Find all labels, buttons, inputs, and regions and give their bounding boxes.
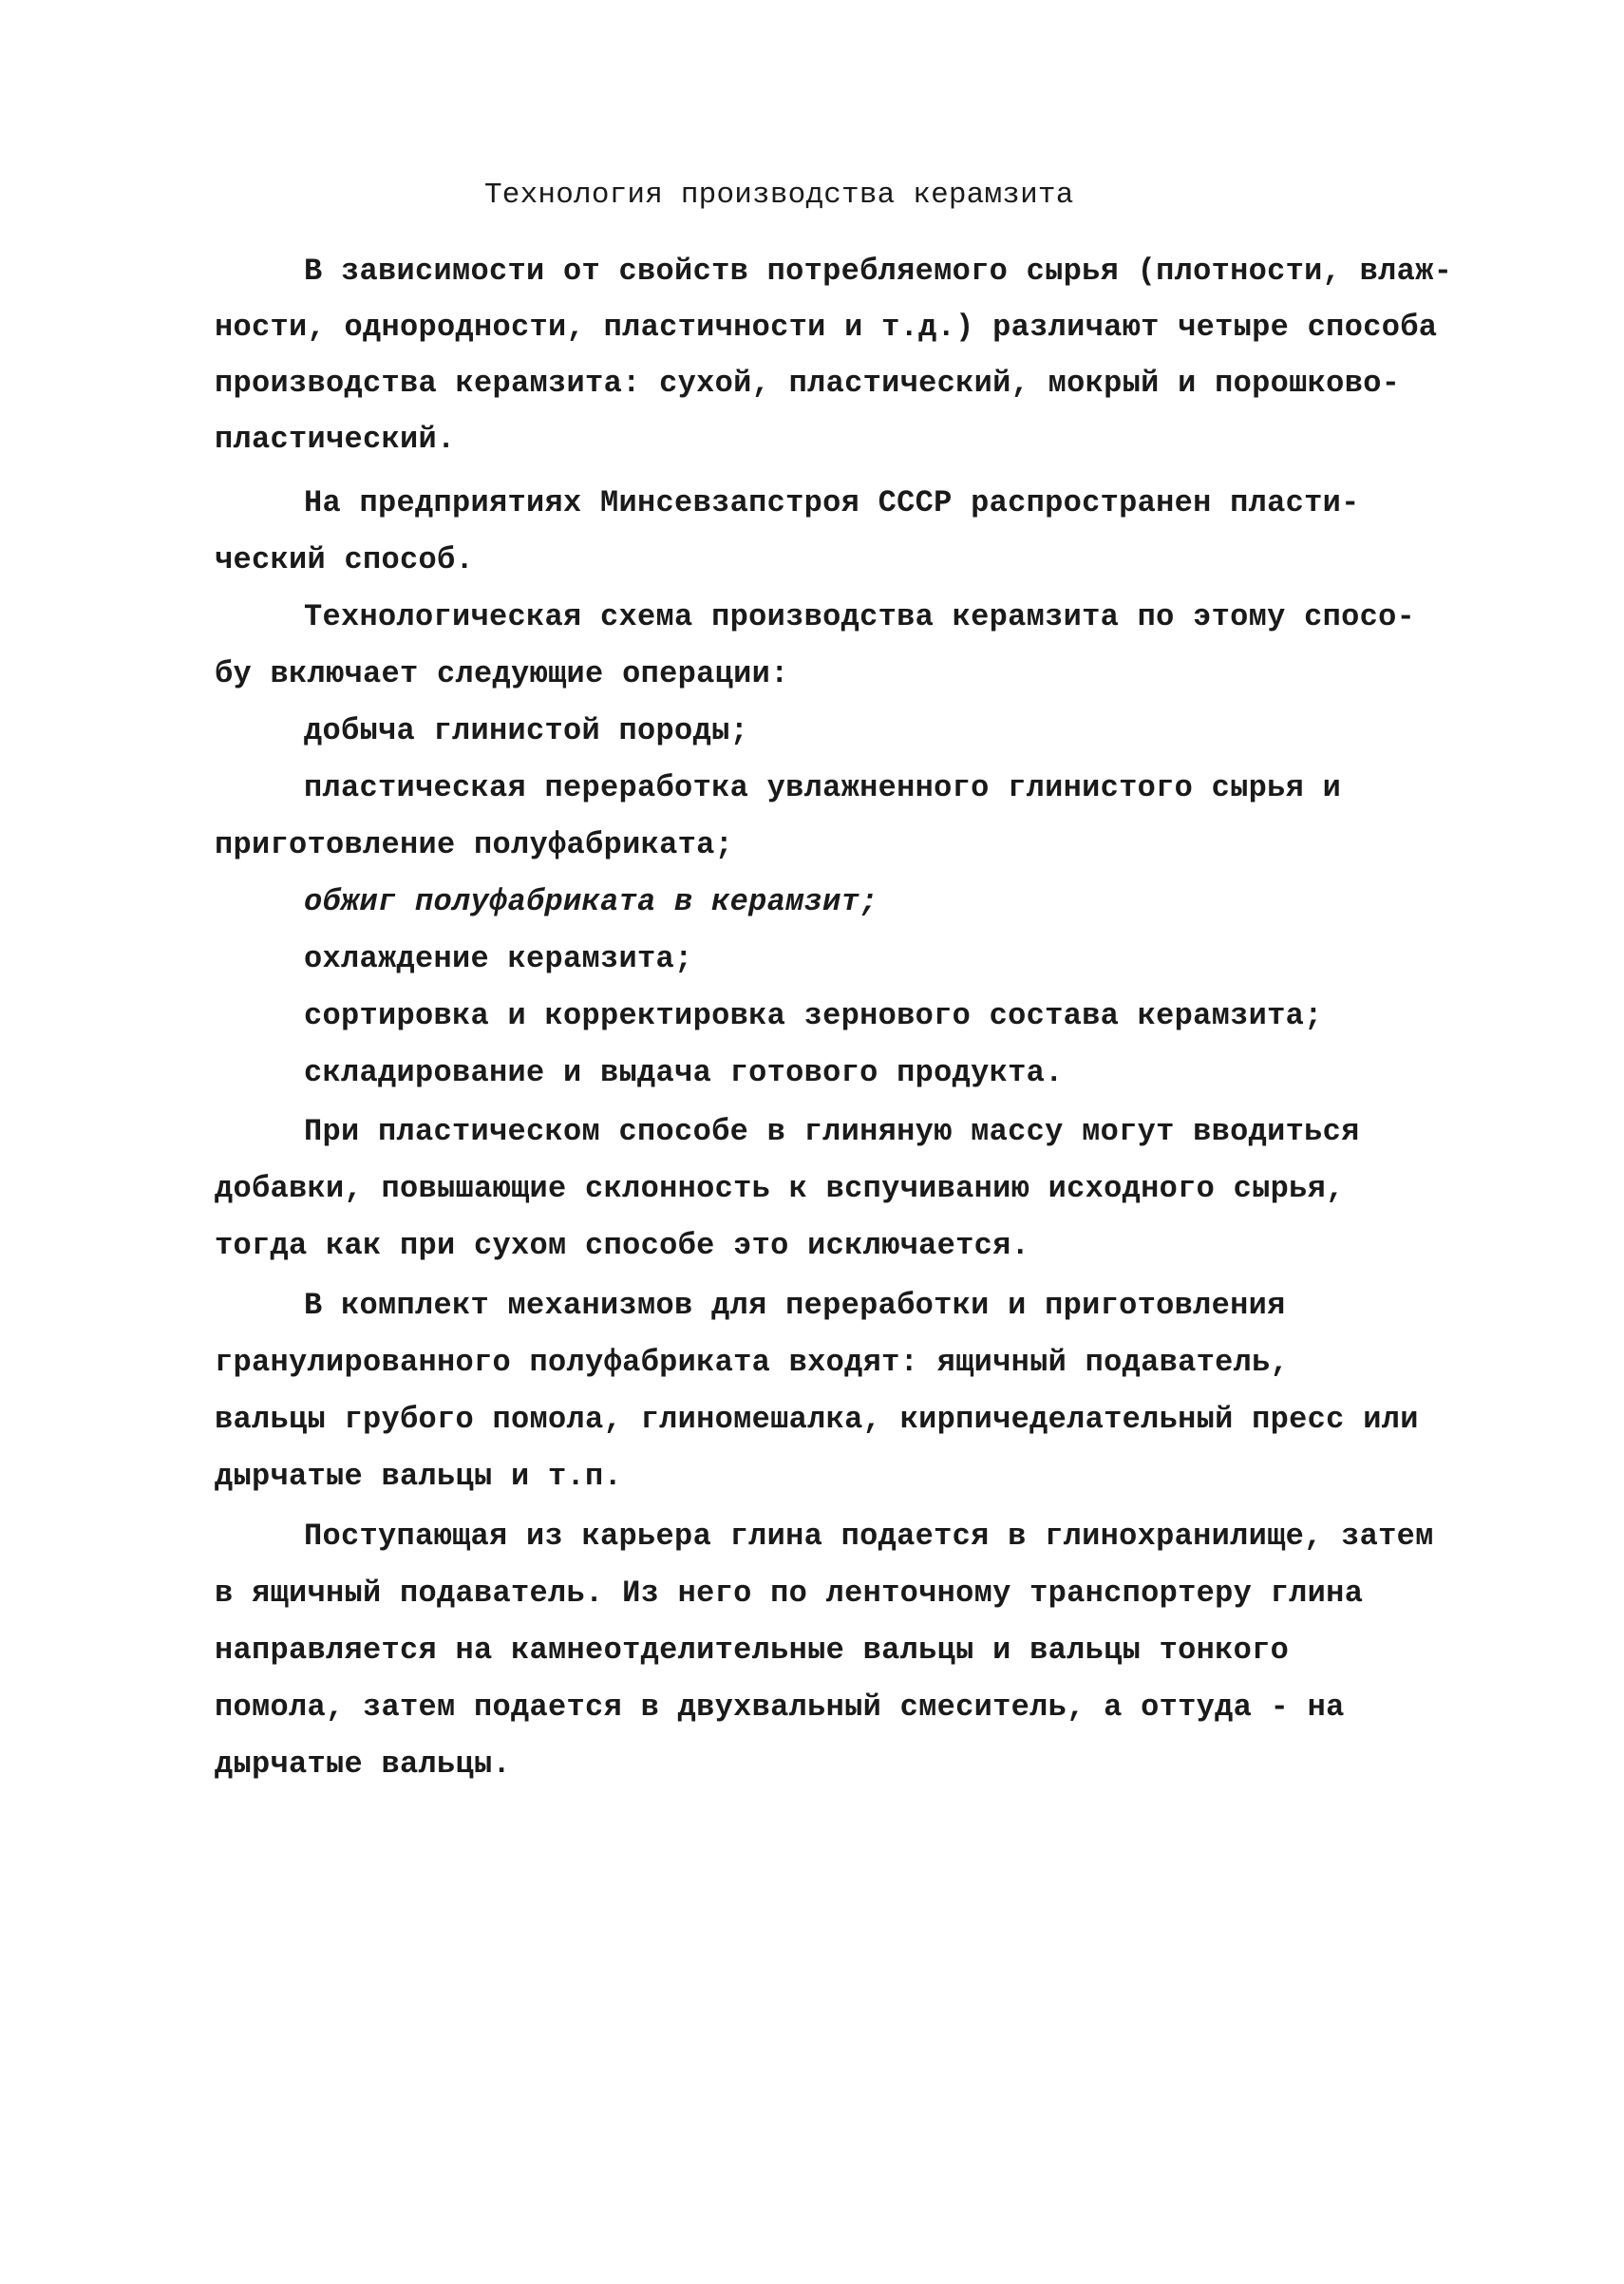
list-item: сортировка и корректировка зернового состава керамзита; (304, 998, 1323, 1033)
list-item: складирование и выдача готового продукта. (304, 1055, 1064, 1090)
text-line: направляется на камнеотделительные вальцы и вальцы тонкого (215, 1633, 1290, 1668)
text-line: добавки, повышающие склонность к вспучиванию исходного сырья, (215, 1171, 1345, 1206)
text-line: Поступающая из карьера глина подается в глинохранилище, затем (304, 1519, 1434, 1554)
text-line: При пластическом способе в глиняную массу могут вводиться (304, 1114, 1360, 1149)
text-line: ческий способ. (215, 542, 475, 577)
text-line: пластический. (215, 422, 456, 457)
document-title: Технология производства керамзита (484, 179, 1074, 212)
list-item: охлаждение керамзита; (304, 941, 693, 976)
list-item: обжиг полуфабриката в керамзит; (304, 884, 878, 919)
text-line: На предприятиях Минсевзапстроя СССР распространен пласти- (304, 485, 1360, 520)
text-line: помола, затем подается в двухвальный смеситель, а оттуда - на (215, 1689, 1345, 1725)
text-line: приготовление полуфабриката; (215, 827, 734, 862)
list-item: добыча глинистой породы; (304, 713, 749, 748)
list-item: пластическая переработка увлажненного глинистого сырья и (304, 770, 1342, 805)
text-line: вальцы грубого помола, глиномешалка, кирпичеделательный пресс или (215, 1402, 1419, 1437)
text-line: дырчатые вальцы и т.п. (215, 1459, 623, 1494)
text-line: ности, однородности, пластичности и т.д.) различают четыре способа (215, 310, 1438, 345)
text-line: Технологическая схема производства керамзита по этому спосо- (304, 599, 1416, 634)
text-line: гранулированного полуфабриката входят: ящичный подаватель, (215, 1345, 1290, 1380)
text-line: бу включает следующие операции: (215, 656, 789, 691)
text-line: производства керамзита: сухой, пластический, мокрый и порошково- (215, 366, 1401, 401)
text-line: В комплект механизмов для переработки и приготовления (304, 1288, 1286, 1323)
text-line: в ящичный подаватель. Из него по ленточному транспортеру глина (215, 1576, 1364, 1611)
text-line: дырчатые вальцы. (215, 1746, 512, 1782)
text-line: тогда как при сухом способе это исключается. (215, 1228, 1030, 1263)
text-line: В зависимости от свойств потребляемого сырья (плотности, влаж- (304, 254, 1453, 289)
